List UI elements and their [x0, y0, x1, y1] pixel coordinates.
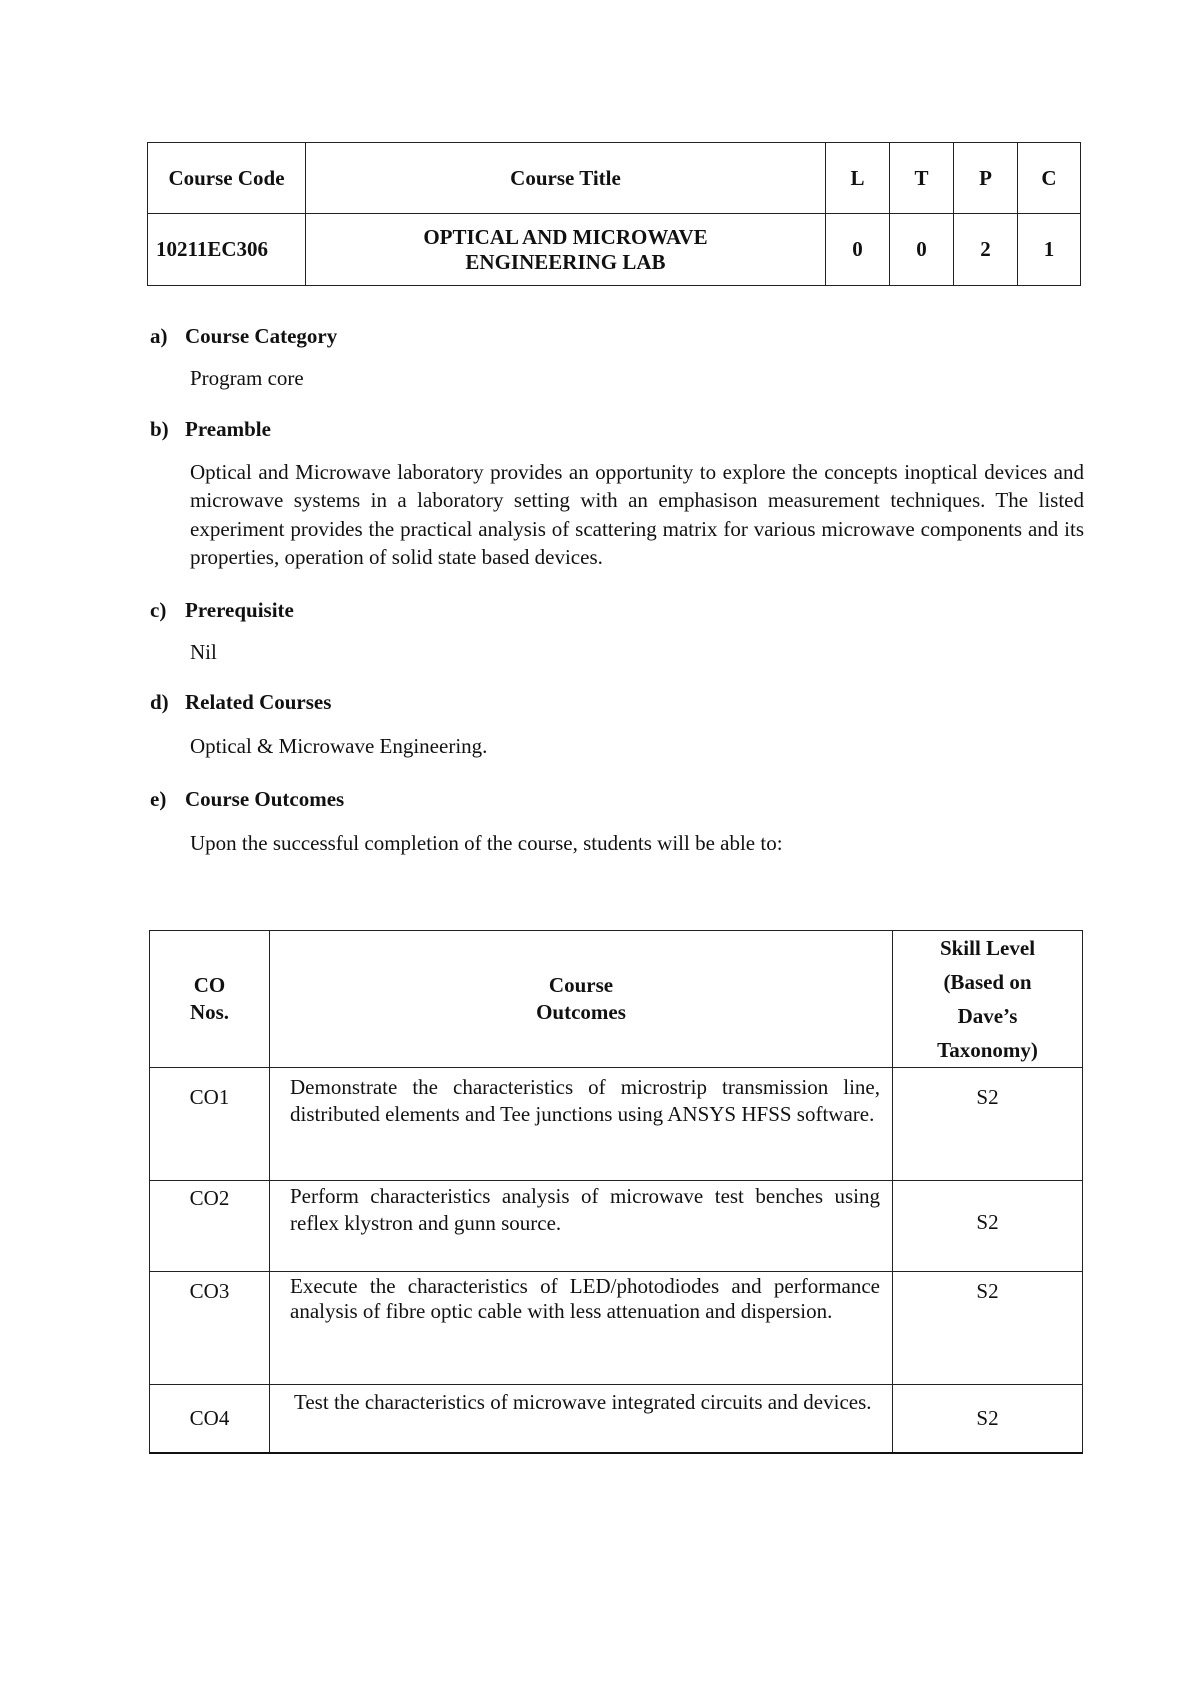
co-skill-level: S2 [893, 1068, 1083, 1181]
section-title: Prerequisite [185, 597, 294, 622]
co-outcome: Test the characteristics of microwave integrated circuits and devices. [270, 1385, 893, 1453]
co-table-header-row [150, 931, 1083, 1068]
section-letter: e) [150, 786, 167, 811]
section-title: Preamble [185, 416, 271, 441]
lecture-value: 0 [826, 214, 890, 286]
tutorial-value: 0 [890, 214, 954, 286]
co-number: CO4 [150, 1385, 270, 1453]
co-number: CO1 [150, 1068, 270, 1181]
section-letter: d) [150, 690, 169, 714]
section-course-category [150, 322, 1084, 393]
co-header-line: Nos. [189, 1000, 230, 1024]
section-heading [150, 688, 1084, 716]
course-code-value: 10211EC306 [148, 214, 306, 286]
co-skill-level: S2 [893, 1272, 1083, 1385]
course-code-header: Course Code [148, 143, 306, 214]
section-heading [150, 415, 1084, 443]
co-header-line: CO [193, 973, 226, 997]
co-outcome: Demonstrate the characteristics of microstrip transmission line, distributed elements and Tee junctions using ANSYS HFSS software. [270, 1068, 893, 1181]
section-title: Related Courses [185, 690, 332, 714]
course-title-value [306, 214, 826, 286]
co-skill-level: S2 [893, 1385, 1083, 1453]
course-title-header: Course Title [306, 143, 826, 214]
co-number: CO2 [150, 1181, 270, 1272]
section-body: Program core [190, 366, 304, 390]
course-title-line-2: ENGINEERING LAB [465, 249, 666, 274]
section-body: Optical and Microwave laboratory provides an opportunity to explore the concepts inoptical devices and microwave systems in a laboratory setting with an emphasison measurement techniques. The listed experiment provides the practical analysis of scattering matrix for various microwave components and its properties, operation of solid state based devices. [190, 459, 1084, 569]
co-number: CO3 [150, 1272, 270, 1385]
table-row [150, 1272, 1083, 1385]
section-heading [150, 785, 1084, 813]
practical-header: P [954, 143, 1018, 214]
course-outcomes-header [270, 931, 893, 1068]
table-row [150, 1385, 1083, 1453]
section-letter: c) [150, 597, 167, 622]
outcome-header-line: Outcomes [536, 1000, 626, 1024]
section-prerequisite [150, 596, 1084, 667]
section-heading [150, 322, 1084, 350]
section-letter: a) [150, 324, 168, 348]
co-skill-level: S2 [893, 1181, 1083, 1272]
course-title-line-1: OPTICAL AND MICROWAVE [423, 224, 708, 249]
section-title: Course Outcomes [185, 786, 345, 811]
tutorial-header: T [890, 143, 954, 214]
course-info-table [147, 142, 1081, 286]
section-title: Course Category [185, 324, 338, 348]
course-outcomes-table [149, 930, 1083, 1454]
lecture-header: L [826, 143, 890, 214]
skill-header-line: Dave’s [957, 1004, 1018, 1028]
practical-value: 2 [954, 214, 1018, 286]
co-nos-header [150, 931, 270, 1068]
table-row [150, 1068, 1083, 1181]
skill-header-line: Taxonomy) [937, 1038, 1038, 1062]
co-outcome: Execute the characteristics of LED/photodiodes and performance analysis of fibre optic cable with less attenuation and dispersion. [270, 1272, 893, 1385]
section-course-outcomes [150, 785, 1084, 858]
section-body: Nil [190, 639, 217, 664]
outcome-header-line: Course [548, 973, 614, 997]
section-heading [150, 596, 1084, 624]
credit-header: C [1018, 143, 1081, 214]
credit-value: 1 [1018, 214, 1081, 286]
co-outcome: Perform characteristics analysis of microwave test benches using reflex klystron and gunn source. [270, 1181, 893, 1272]
section-related-courses [150, 688, 1084, 761]
course-table-value-row [148, 214, 1081, 286]
skill-header-line: (Based on [943, 970, 1032, 994]
skill-level-header [893, 931, 1083, 1068]
section-letter: b) [150, 416, 169, 441]
course-table-header-row [148, 143, 1081, 214]
table-row [150, 1181, 1083, 1272]
section-body: Optical & Microwave Engineering. [190, 734, 488, 758]
section-preamble [150, 415, 1084, 572]
section-body: Upon the successful completion of the course, students will be able to: [190, 830, 783, 855]
skill-header-line: Skill Level [939, 936, 1036, 960]
course-sections [150, 322, 1084, 857]
